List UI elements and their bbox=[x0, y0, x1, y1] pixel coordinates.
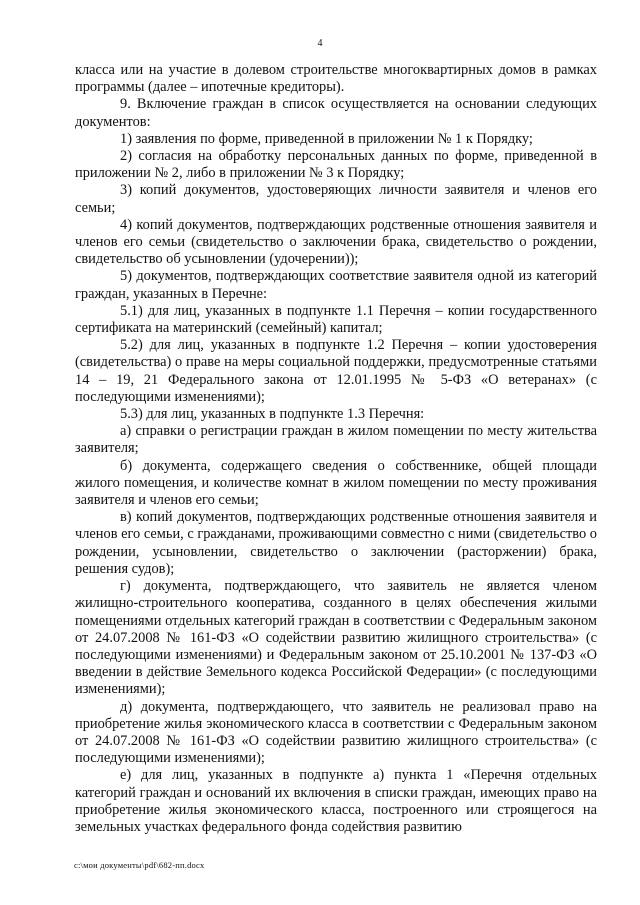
paragraph: е) для лиц, указанных в подпункте а) пункта 1 «Перечня отдельных категорий граждан и оснований их включения в списки граждан, имеющих право на приобретение жилья экономического класса, построенного или строящегося на земельных участках федерального фонда содействия развитию bbox=[75, 767, 597, 835]
paragraph: в) копий документов, подтверждающих родственные отношения заявителя и членов его семьи, с гражданами, проживающими совместно с ними (свидетельство о рождении, усыновлении, свидетельство о заключении (расторжении) брака, решения судов); bbox=[75, 509, 597, 577]
paragraph: 4) копий документов, подтверждающих родственные отношения заявителя и членов его семьи (свидетельство о заключении брака, свидетельство о рождении, свидетельство об усыновлении (удочерении)); bbox=[75, 216, 597, 268]
paragraph: 5) документов, подтверждающих соответствие заявителя одной из категорий граждан, указанных в Перечне: bbox=[75, 268, 597, 302]
file-path-footer: c:\мои документы\pdf\682-пп.docx bbox=[74, 860, 205, 870]
paragraph: д) документа, подтверждающего, что заявитель не реализовал право на приобретение жилья экономического класса в соответствии с Федеральным законом от 24.07.2008 № 161-ФЗ «О содействии развитию жилищного строительства» (с последующими изменениями); bbox=[75, 698, 597, 767]
paragraph: 5.2) для лиц, указанных в подпункте 1.2 Перечня – копии удостоверения (свидетельства) о праве на меры социальной поддержки, предусмотренные статьями 14 – 19, 21 Федерального закона от 12.01.1995 № 5-ФЗ «О ветеранах» (с последующими изменениями); bbox=[75, 337, 597, 405]
paragraph: класса или на участие в долевом строительстве многоквартирных домов в рамках программы (далее – ипотечные кредиторы). bbox=[75, 62, 597, 96]
document-body bbox=[75, 62, 597, 836]
paragraph: 5.3) для лиц, указанных в подпункте 1.3 Перечня: bbox=[120, 406, 425, 423]
paragraph: 2) согласия на обработку персональных данных по форме, приведенной в приложении № 2, либо в приложении № 3 к Порядку; bbox=[75, 148, 597, 182]
paragraph: 3) копий документов, удостоверяющих личности заявителя и членов его семьи; bbox=[75, 182, 597, 216]
paragraph: а) справки о регистрации граждан в жилом помещении по месту жительства заявителя; bbox=[75, 423, 597, 457]
paragraph: 5.1) для лиц, указанных в подпункте 1.1 Перечня – копии государственного сертификата на материнский (семейный) капитал; bbox=[75, 302, 597, 337]
paragraph: 9. Включение граждан в список осуществляется на основании следующих документов: bbox=[75, 96, 597, 130]
paragraph: б) документа, содержащего сведения о собственнике, общей площади жилого помещения, и количестве комнат в жилом помещении по месту проживания заявителя и членов его семьи; bbox=[75, 457, 597, 509]
paragraph: г) документа, подтверждающего, что заявитель не является членом жилищно-строительного кооператива, созданного в целях обеспечения жилыми помещениями отдельных категорий граждан в соответствии с Федеральным законом от 24.07.2008 № 161-ФЗ «О содействии развитию жилищного строительства» (с последующими изменениями) и Федеральным законом от 25.10.2001 № 137-ФЗ «О введении в действие Земельного кодекса Российской Федерации» (с последующими изменениями); bbox=[75, 578, 597, 698]
page-number: 4 bbox=[317, 38, 323, 49]
paragraph: 1) заявления по форме, приведенной в приложении № 1 к Порядку; bbox=[120, 130, 533, 147]
